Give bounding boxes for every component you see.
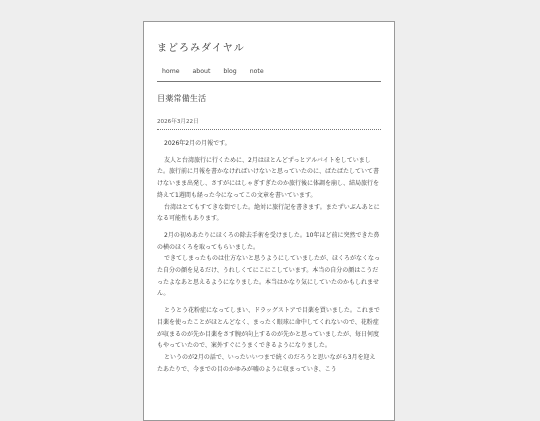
nav-about-link[interactable]: about: [192, 68, 211, 75]
paragraph-line: 友人と台湾旅行に行くために、2月はほとんどずっとアルバイトをしていました。旅行前に月報を書かなければいけないと思っていたのに、ばたばたしていて書けないまま出発し、さすがにはしゃぎすぎたのか旅行後に体調を崩し、結局旅行を終えて1週間も経った今になってこの文章を書いています。: [157, 156, 380, 199]
blog-page: [143, 21, 395, 421]
nav-blog-link[interactable]: blog: [223, 68, 237, 75]
paragraph-line: 台湾はとてもすてきな街でした。絶対に旅行記を書きます。またずいぶんあとになる可能性もあります。: [157, 203, 380, 223]
nav-note-link[interactable]: note: [249, 68, 264, 75]
site-title[interactable]: まどろみダイヤル: [157, 43, 245, 54]
paragraph-line: 2月の初めあたりにほくろの除去手術を受けました。10年ほど前に突然できた鼻の横のほくろを取ってもらいました。: [157, 231, 380, 251]
nav-divider: [157, 81, 381, 82]
post-body: [157, 138, 381, 375]
post-title[interactable]: 目薬常備生活: [157, 93, 207, 103]
paragraph-line: というのが2月の話で、いったいいつまで続くのだろうと思いながら3月を迎えたあたりで、今までの目のかゆみが嘘のように収まっていき、こう: [157, 353, 376, 373]
date-divider: [157, 129, 381, 130]
paragraph: [157, 230, 381, 300]
nav-home-link[interactable]: home: [162, 68, 180, 75]
site-nav: [157, 68, 381, 80]
paragraph-line: とうとう花粉症になってしまい、ドラッグストアで目薬を買いました。これまで目薬を使ったことがほとんどなく、まったく眼球に命中してくれないので、花粉症が収まるのが先か目薬をさす腕が向上するのが先かと思っていましたが、毎日何度もやっていたので、案外すぐにうまくできるようになりました。: [157, 307, 380, 350]
paragraph: [157, 155, 381, 225]
paragraph-line: 2026年2月の月報です。: [164, 140, 231, 147]
paragraph-line: できてしまったものは仕方ないと思うようにしていましたが、ほくろがなくなった自分の顔を見るだけ、うれしくてにこにこしています。本当の自分の顔はこうだったよなあと思えるようになりました。本当はかなり気にしていたのかもしれません。: [157, 255, 381, 298]
paragraph: [157, 138, 381, 150]
post-date: 2026年3月22日: [157, 119, 199, 125]
paragraph: [157, 305, 381, 375]
